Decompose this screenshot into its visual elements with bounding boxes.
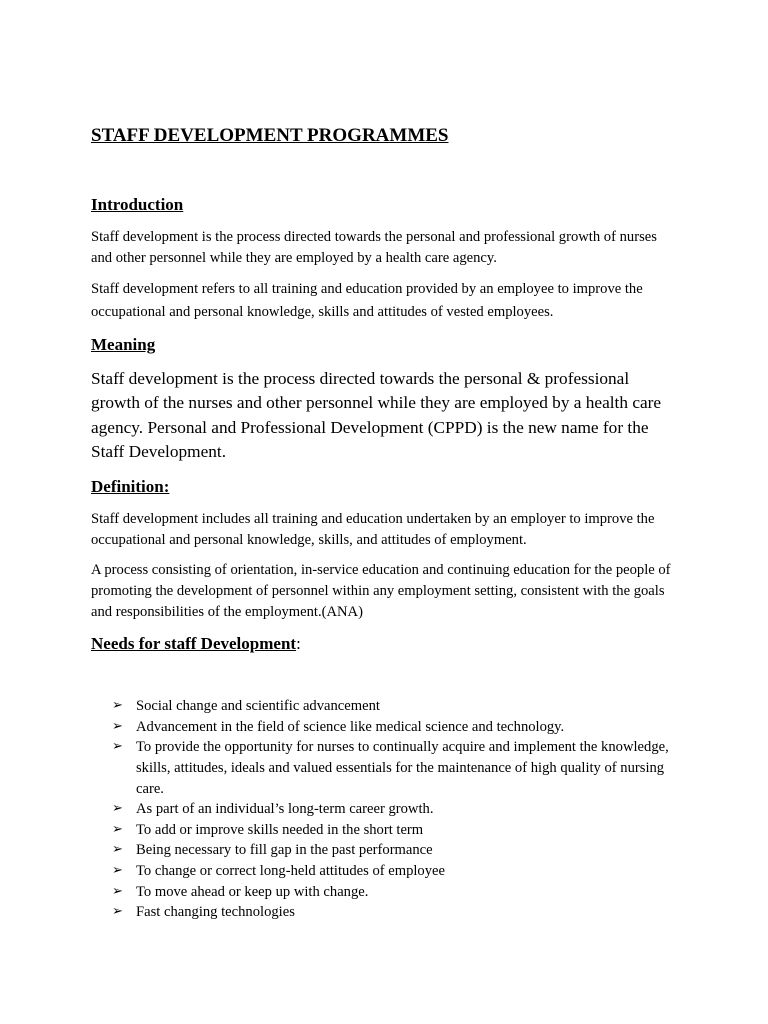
list-item (91, 882, 681, 903)
list-item (91, 861, 681, 882)
meaning-heading-text: Meaning (91, 335, 156, 354)
arrow-bullet-icon: ➢ (112, 801, 123, 817)
list-item-text: As part of an individual’s long-term career growth. (136, 801, 434, 818)
arrow-bullet-icon: ➢ (112, 821, 123, 837)
meaning-heading (91, 334, 681, 356)
introduction-paragraph-2: Staff development refers to all training and education provided by an employee to improve the occupational and personal knowledge, skills and attitudes of vested employees. (91, 281, 643, 320)
needs-list (91, 696, 681, 923)
meaning-paragraph: Staff development is the process directed towards the personal & professional growth of the nurses and other personnel while they are employed by a health care agency. Personal and Professional Development (CPPD) is the new name for the Staff Development. (91, 369, 662, 461)
list-item (91, 737, 681, 799)
definition-heading (91, 476, 681, 498)
document-body (91, 124, 681, 923)
list-item-text: To provide the opportunity for nurses to continually acquire and implement the knowledge, skills, attitudes, ideals and valued essentials for the maintenance of high quality of nursing care. (136, 739, 669, 797)
arrow-bullet-icon: ➢ (112, 904, 123, 920)
arrow-bullet-icon: ➢ (112, 842, 123, 858)
list-item (91, 840, 681, 861)
needs-heading-colon: : (296, 634, 301, 654)
needs-heading-text: Needs for staff Development (91, 634, 297, 654)
introduction-heading (91, 194, 681, 216)
arrow-bullet-icon: ➢ (112, 739, 123, 755)
arrow-bullet-icon: ➢ (112, 718, 123, 734)
list-item-text: To move ahead or keep up with change. (136, 883, 369, 900)
document-title: STAFF DEVELOPMENT PROGRAMMES (91, 125, 449, 146)
introduction-heading-text: Introduction (91, 195, 184, 214)
list-item-text: To change or correct long-held attitudes of employee (136, 862, 445, 879)
arrow-bullet-icon: ➢ (112, 698, 123, 714)
introduction-paragraph-1: Staff development is the process directed towards the personal and professional growth of nurses and other personnel while they are employed by a health care agency. (91, 229, 657, 266)
list-item (91, 820, 681, 841)
list-item-text: Advancement in the field of science like medical science and technology. (136, 718, 565, 735)
list-item (91, 696, 681, 717)
definition-paragraph-2: A process consisting of orientation, in-service education and continuing education for the people of promoting the development of personnel within any employment setting, consistent with the goals and responsibilities of the employment.(ANA) (91, 562, 671, 621)
list-item-text: To add or improve skills needed in the short term (136, 821, 424, 838)
needs-heading (91, 633, 681, 655)
list-item (91, 902, 681, 923)
list-item-text: Being necessary to fill gap in the past performance (136, 842, 433, 859)
arrow-bullet-icon: ➢ (112, 883, 123, 899)
definition-paragraph-1: Staff development includes all training and education undertaken by an employer to improve the occupational and personal knowledge, skills, and attitudes of employment. (91, 511, 655, 549)
list-item-text: Social change and scientific advancement (136, 698, 380, 715)
arrow-bullet-icon: ➢ (112, 862, 123, 878)
list-item (91, 799, 681, 820)
definition-heading-text: Definition: (91, 477, 170, 497)
list-item-text: Fast changing technologies (136, 904, 295, 921)
list-item (91, 717, 681, 738)
